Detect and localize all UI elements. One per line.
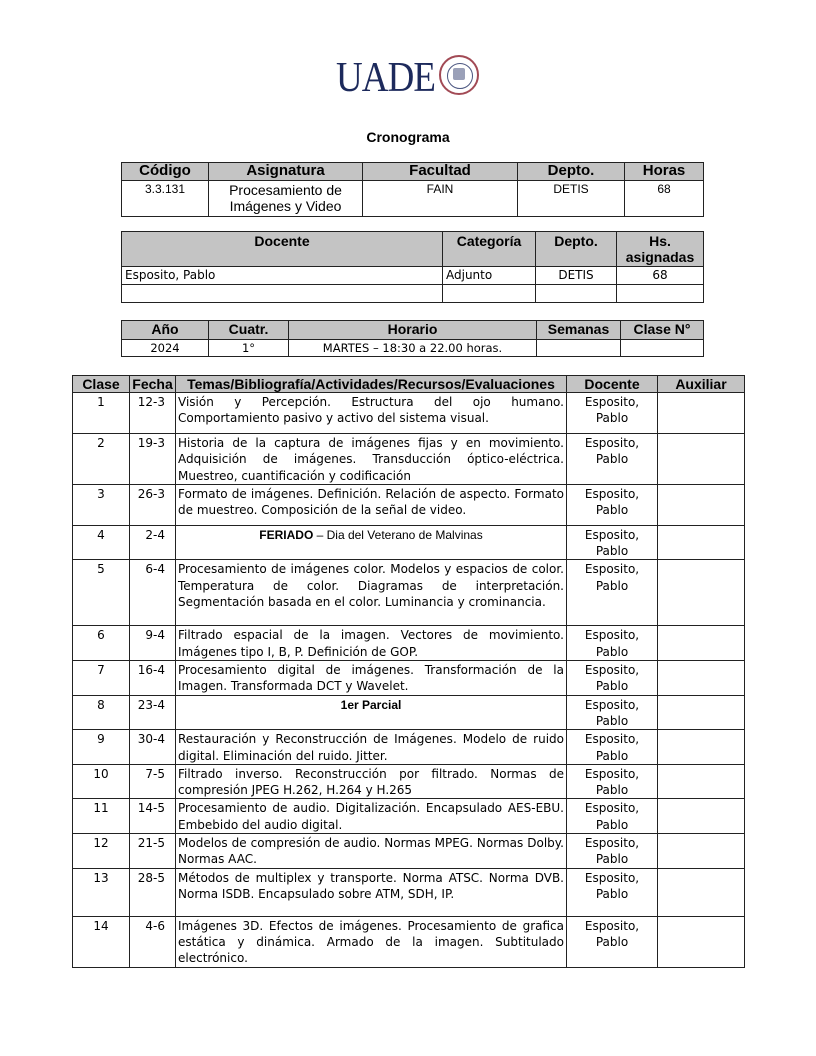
cell-tema: Procesamiento digital de imágenes. Transformación de la Imagen. Transformada DCT y Wavelet. [176,661,567,696]
cell-cuatr: 1° [209,340,289,357]
header-horario: Horario [289,321,537,340]
cell-auxiliar [658,560,745,626]
subject-table [121,162,704,217]
cell-fecha: 21-5 [130,834,176,869]
cell-clase: 10 [73,764,130,799]
cell-auxiliar [658,868,745,916]
cell-docente: Esposito, Pablo [567,484,658,525]
header-temas: Temas/Bibliografía/Actividades/Recursos/Evaluaciones [176,376,567,393]
cell-docente: Esposito, Pablo [122,267,443,285]
tema-highlight: 1er Parcial [340,697,402,712]
cell-docente: Esposito, Pablo [567,764,658,799]
cell-categoria [443,285,536,303]
cell-horario: MARTES – 18:30 a 22.00 horas. [289,340,537,357]
cell-fecha: 9-4 [130,626,176,661]
cell-fecha: 23-4 [130,695,176,730]
cell-docente: Esposito, Pablo [567,560,658,626]
cell-tema: Historia de la captura de imágenes fijas y en movimiento. Adquisición de imágenes. Transducción óptico-eléctrica. Muestreo, cuantificación y codificación [176,434,567,485]
class-row [73,834,745,869]
cell-docente: Esposito, Pablo [567,834,658,869]
cell-fecha: 4-6 [130,916,176,967]
cell-docente: Esposito, Pablo [567,525,658,560]
cell-tema: Métodos de multiplex y transporte. Norma ATSC. Norma DVB. Norma ISDB. Encapsulado sobre ATM, SDH, IP. [176,868,567,916]
cell-clase: 14 [73,916,130,967]
cell-tema [176,695,567,730]
cell-fecha: 6-4 [130,560,176,626]
cell-clase: 8 [73,695,130,730]
class-row [73,695,745,730]
cell-fecha: 19-3 [130,434,176,485]
cell-fecha: 7-5 [130,764,176,799]
tema-text: – Dia del Veterano de Malvinas [313,527,483,542]
cell-clase: 12 [73,834,130,869]
schedule-info-header-row [122,321,704,340]
header-asignatura: Asignatura [209,163,363,181]
class-row [73,560,745,626]
classes-body [73,393,745,968]
cell-fecha: 16-4 [130,661,176,696]
cell-fecha: 26-3 [130,484,176,525]
cell-clase-n [621,340,704,357]
page-title: Cronograma [366,129,450,145]
teacher-row [122,267,704,285]
cell-fecha: 14-5 [130,799,176,834]
cell-auxiliar [658,916,745,967]
class-row [73,393,745,434]
cell-semanas [537,340,621,357]
class-row [73,868,745,916]
cell-auxiliar [658,626,745,661]
cell-fecha: 28-5 [130,868,176,916]
class-row [73,525,745,560]
class-row [73,434,745,485]
class-row [73,764,745,799]
cell-anio: 2024 [122,340,209,357]
cell-tema: Modelos de compresión de audio. Normas MPEG. Normas Dolby. Normas AAC. [176,834,567,869]
cell-tema: Procesamiento de audio. Digitalización. Encapsulado AES-EBU. Embebido del audio digital. [176,799,567,834]
cell-docente [122,285,443,303]
cell-auxiliar [658,730,745,765]
cell-tema: Formato de imágenes. Definición. Relación de aspecto. Formato de muestreo. Composición de la señal de video. [176,484,567,525]
cell-fecha: 12-3 [130,393,176,434]
cell-clase: 2 [73,434,130,485]
header-clase-n: Clase N° [621,321,704,340]
cell-clase: 3 [73,484,130,525]
cell-auxiliar [658,834,745,869]
cell-auxiliar [658,799,745,834]
cell-auxiliar [658,434,745,485]
cell-hs [617,285,704,303]
schedule-info-table [121,320,704,357]
cell-clase: 5 [73,560,130,626]
cell-clase: 11 [73,799,130,834]
cell-codigo: 3.3.131 [122,181,209,217]
cell-depto [536,285,617,303]
cell-docente: Esposito, Pablo [567,916,658,967]
teacher-header-row [122,232,704,267]
cell-auxiliar [658,525,745,560]
class-row [73,799,745,834]
cell-facultad: FAIN [363,181,518,217]
teacher-row [122,285,704,303]
header-categoria: Categoría [443,232,536,267]
cell-docente: Esposito, Pablo [567,661,658,696]
cell-auxiliar [658,484,745,525]
cell-asignatura: Procesamiento de Imágenes y Video [209,181,363,217]
cell-tema: Imágenes 3D. Efectos de imágenes. Procesamiento de grafica estática y dinámica. Armado de la imagen. Subtitulado electrónico. [176,916,567,967]
cell-docente: Esposito, Pablo [567,868,658,916]
cell-clase: 1 [73,393,130,434]
cell-clase: 13 [73,868,130,916]
cell-tema: Procesamiento de imágenes color. Modelos y espacios de color. Temperatura de color. Diagramas de interpretación. Segmentación basada en el color. Luminancia y crominancia. [176,560,567,626]
header-cuatr: Cuatr. [209,321,289,340]
classes-header-row [73,376,745,393]
header-facultad: Facultad [363,163,518,181]
cell-docente: Esposito, Pablo [567,393,658,434]
header-depto: Depto. [536,232,617,267]
cell-auxiliar [658,393,745,434]
class-row [73,661,745,696]
cell-auxiliar [658,695,745,730]
header-auxiliar: Auxiliar [658,376,745,393]
cell-clase: 7 [73,661,130,696]
cell-tema [176,525,567,560]
cell-tema: Visión y Percepción. Estructura del ojo humano. Comportamiento pasivo y activo del sistema visual. [176,393,567,434]
schedule-info-row [122,340,704,357]
class-row [73,916,745,967]
cell-tema: Filtrado espacial de la imagen. Vectores de movimiento. Imágenes tipo I, B, P. Definición de GOP. [176,626,567,661]
header-depto: Depto. [518,163,625,181]
cell-depto: DETIS [536,267,617,285]
cell-horas: 68 [625,181,704,217]
cell-docente: Esposito, Pablo [567,695,658,730]
cell-categoria: Adjunto [443,267,536,285]
cell-docente: Esposito, Pablo [567,730,658,765]
subject-header-row [122,163,704,181]
header-anio: Año [122,321,209,340]
class-row [73,730,745,765]
header-codigo: Código [122,163,209,181]
tema-highlight: FERIADO [259,527,314,542]
cell-clase: 6 [73,626,130,661]
header-docente: Docente [122,232,443,267]
class-row [73,626,745,661]
teacher-table [121,231,704,303]
cell-tema: Restauración y Reconstrucción de Imágenes. Modelo de ruido digital. Eliminación del ruido. Jitter. [176,730,567,765]
classes-table [72,375,745,968]
cell-fecha: 30-4 [130,730,176,765]
cell-docente: Esposito, Pablo [567,626,658,661]
header-semanas: Semanas [537,321,621,340]
cell-auxiliar [658,661,745,696]
uade-logo [336,52,486,104]
cell-clase: 9 [73,730,130,765]
cell-depto: DETIS [518,181,625,217]
cell-auxiliar [658,764,745,799]
cell-docente: Esposito, Pablo [567,434,658,485]
logo-wordmark: UADE [336,55,436,101]
header-horas: Horas [625,163,704,181]
header-fecha: Fecha [130,376,176,393]
university-seal-icon [439,55,479,95]
cell-tema: Filtrado inverso. Reconstrucción por filtrado. Normas de compresión JPEG H.262, H.264 y H.265 [176,764,567,799]
cell-docente: Esposito, Pablo [567,799,658,834]
cell-hs: 68 [617,267,704,285]
header-hs-asignadas: Hs. asignadas [617,232,704,267]
class-row [73,484,745,525]
header-clase: Clase [73,376,130,393]
cell-fecha: 2-4 [130,525,176,560]
header-docente: Docente [567,376,658,393]
cell-clase: 4 [73,525,130,560]
subject-row [122,181,704,217]
